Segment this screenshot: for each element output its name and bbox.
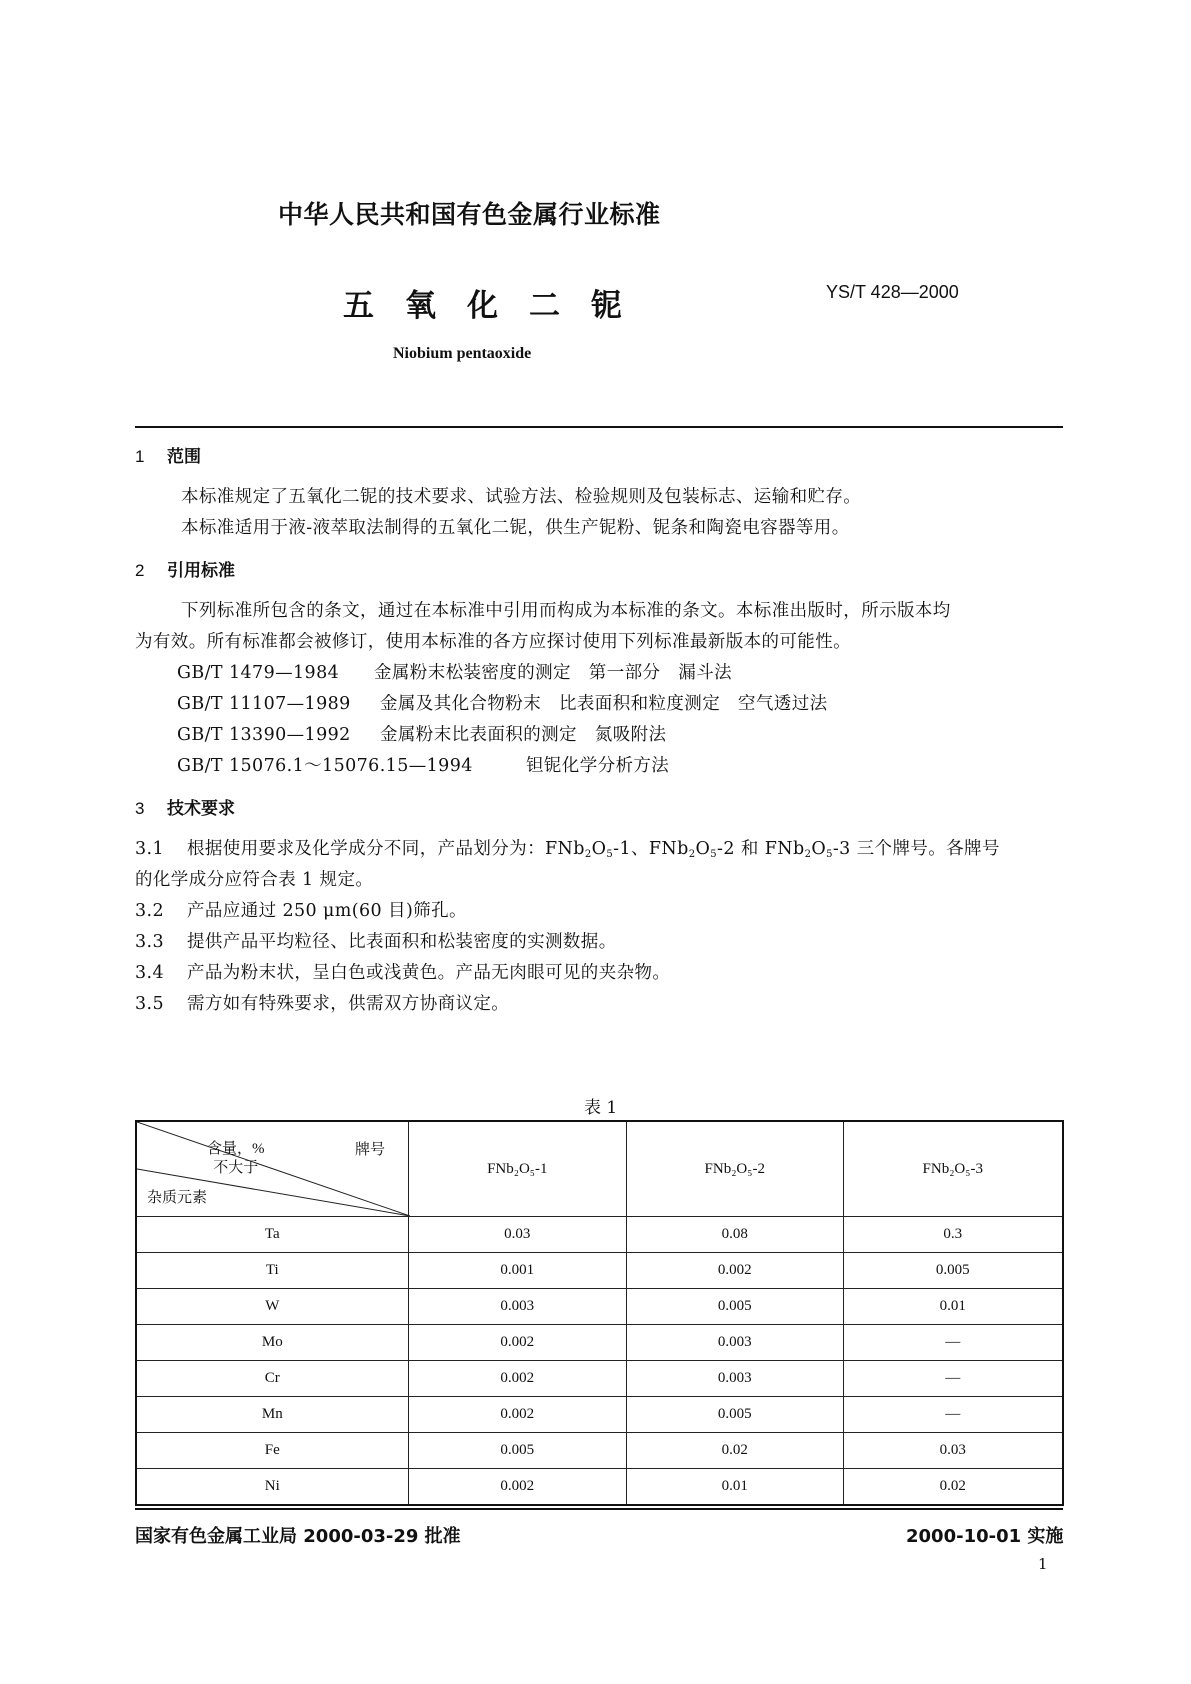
content-label-line: 不大于 <box>213 1160 259 1176</box>
value-cell: — <box>843 1397 1063 1433</box>
value-cell: 0.08 <box>627 1217 843 1253</box>
element-cell: Cr <box>136 1361 408 1397</box>
footer-divider <box>135 1508 1063 1510</box>
value-cell: 0.003 <box>408 1289 626 1325</box>
element-cell: Ta <box>136 1217 408 1253</box>
section-number: 2 <box>135 561 145 580</box>
reference-title: 金属粉末比表面积的测定 氮吸附法 <box>380 725 667 745</box>
clause-text: -1、FNb <box>613 839 689 859</box>
value-cell: 0.002 <box>408 1361 626 1397</box>
value-cell: 0.002 <box>408 1397 626 1433</box>
clause-number: 3.5 <box>135 994 165 1014</box>
content-label <box>207 1140 265 1178</box>
table-row <box>136 1469 1063 1506</box>
section-title: 范围 <box>167 447 201 467</box>
document-title: 五氧化二铌 <box>343 288 653 324</box>
subscript: 2 <box>584 849 592 860</box>
value-cell: 0.03 <box>843 1433 1063 1469</box>
value-cell: 0.02 <box>843 1469 1063 1506</box>
value-cell: — <box>843 1325 1063 1361</box>
section-heading-requirements <box>135 794 235 819</box>
reference-title: 金属及其化合物粉末 比表面积和粒度测定 空气透过法 <box>380 694 828 714</box>
element-cell: Ti <box>136 1253 408 1289</box>
standard-code: YS/T 428—2000 <box>826 282 959 302</box>
reference-code: GB/T 11107—1989 <box>177 694 351 714</box>
value-cell: — <box>843 1361 1063 1397</box>
chemical-composition-table <box>135 1120 1064 1506</box>
reference-code: GB/T 1479—1984 <box>177 663 340 683</box>
table-row <box>136 1433 1063 1469</box>
value-cell: 0.005 <box>843 1253 1063 1289</box>
subscript: 5 <box>606 849 614 860</box>
requirement-3-1-continued: 的化学成分应符合表 1 规定。 <box>135 870 374 890</box>
clause-text: 产品为粉末状，呈白色或浅黄色。产品无肉眼可见的夹杂物。 <box>187 963 671 983</box>
section-number: 1 <box>135 447 145 466</box>
requirement-3-1: 3.1 根据使用要求及化学成分不同，产品划分为：$FNb_2O_5-1$、$FNb_2O_5-2$ 和 $FNb_2O_5-3$ 三个牌号。各牌号 <box>135 839 1000 860</box>
table-row <box>136 1361 1063 1397</box>
clause-text: 提供产品平均粒径、比表面积和松装密度的实测数据。 <box>187 932 617 952</box>
table-row <box>136 1289 1063 1325</box>
grade-label: 牌号 <box>355 1142 386 1158</box>
value-cell: 0.002 <box>627 1253 843 1289</box>
reference-code: GB/T 13390—1992 <box>177 725 351 745</box>
value-cell: 0.001 <box>408 1253 626 1289</box>
element-cell: Mo <box>136 1325 408 1361</box>
table-row <box>136 1397 1063 1433</box>
clause-text: 产品应通过 250 μm(60 目)筛孔。 <box>187 901 467 921</box>
value-cell: 0.005 <box>627 1289 843 1325</box>
header-divider <box>135 426 1063 428</box>
references-intro-line-1: 下列标准所包含的条文，通过在本标准中引用而构成为本标准的条文。本标准出版时，所示版本均 <box>181 601 951 621</box>
value-cell: 0.003 <box>627 1325 843 1361</box>
references-intro-line-2: 为有效。所有标准都会被修订，使用本标准的各方应探讨使用下列标准最新版本的可能性。 <box>135 632 851 652</box>
clause-text: 根据使用要求及化学成分不同，产品划分为：FNb <box>187 839 585 859</box>
column-header-grade-3: FNb₂O₅-3 <box>843 1121 1063 1217</box>
clause-number: 3.4 <box>135 963 165 983</box>
table-header-row <box>136 1121 1063 1217</box>
value-cell: 0.01 <box>843 1289 1063 1325</box>
requirement-3-5 <box>135 990 509 1015</box>
reference-item <box>177 690 828 715</box>
issuing-authority-heading: 中华人民共和国有色金属行业标准 <box>278 200 661 229</box>
subscript: 2 <box>804 849 812 860</box>
table-row <box>136 1325 1063 1361</box>
reference-title: 钽铌化学分析方法 <box>526 756 670 776</box>
approval-date: 国家有色金属工业局 2000-03-29 批准 <box>135 1526 461 1547</box>
clause-number: 3.2 <box>135 901 165 921</box>
clause-text: -3 三个牌号。各牌号 <box>832 839 1000 859</box>
content-label-line: 含量，% <box>207 1141 265 1157</box>
scope-line-2: 本标准适用于液-液萃取法制得的五氧化二铌，供生产铌粉、铌条和陶瓷电容器等用。 <box>181 518 850 538</box>
value-cell: 0.01 <box>627 1469 843 1506</box>
requirement-3-3 <box>135 928 617 953</box>
impurity-label: 杂质元素 <box>147 1190 208 1206</box>
section-title: 技术要求 <box>167 799 235 819</box>
reference-item <box>177 752 669 777</box>
clause-number: 3.3 <box>135 932 165 952</box>
clause-number: 3.1 <box>135 839 165 859</box>
section-heading-references <box>135 556 235 581</box>
scope-line-1: 本标准规定了五氧化二铌的技术要求、试验方法、检验规则及包装标志、运输和贮存。 <box>181 487 862 507</box>
value-cell: 0.02 <box>627 1433 843 1469</box>
section-heading-scope <box>135 442 201 467</box>
section-number: 3 <box>135 799 145 818</box>
requirement-3-2 <box>135 897 467 922</box>
subscript: 5 <box>710 849 718 860</box>
corner-header-cell <box>136 1121 408 1217</box>
element-cell: Ni <box>136 1469 408 1506</box>
subscript: 2 <box>688 849 696 860</box>
table-caption: 表 1 <box>584 1098 618 1118</box>
value-cell: 0.3 <box>843 1217 1063 1253</box>
clause-text: 需方如有特殊要求，供需双方协商议定。 <box>187 994 510 1014</box>
value-cell: 0.002 <box>408 1469 626 1506</box>
element-cell: Mn <box>136 1397 408 1433</box>
clause-text: -2 和 FNb <box>717 839 805 859</box>
value-cell: 0.03 <box>408 1217 626 1253</box>
page-number: 1 <box>1038 1555 1048 1573</box>
subscript: 5 <box>826 849 833 860</box>
element-cell: W <box>136 1289 408 1325</box>
reference-item <box>177 721 666 746</box>
element-cell: Fe <box>136 1433 408 1469</box>
value-cell: 0.005 <box>627 1397 843 1433</box>
english-title: Niobium pentaoxide <box>393 345 532 362</box>
column-header-grade-1: FNb₂O₅-1 <box>408 1121 626 1217</box>
implementation-date: 2000-10-01 实施 <box>906 1526 1064 1547</box>
section-title: 引用标准 <box>167 561 235 581</box>
table-row <box>136 1217 1063 1253</box>
column-header-grade-2: FNb₂O₅-2 <box>627 1121 843 1217</box>
requirement-3-4 <box>135 959 670 984</box>
table-row <box>136 1253 1063 1289</box>
value-cell: 0.005 <box>408 1433 626 1469</box>
reference-item <box>177 659 732 684</box>
reference-code: GB/T 15076.1～15076.15—1994 <box>177 756 473 776</box>
reference-title: 金属粉末松装密度的测定 第一部分 漏斗法 <box>374 663 732 683</box>
value-cell: 0.002 <box>408 1325 626 1361</box>
value-cell: 0.003 <box>627 1361 843 1397</box>
